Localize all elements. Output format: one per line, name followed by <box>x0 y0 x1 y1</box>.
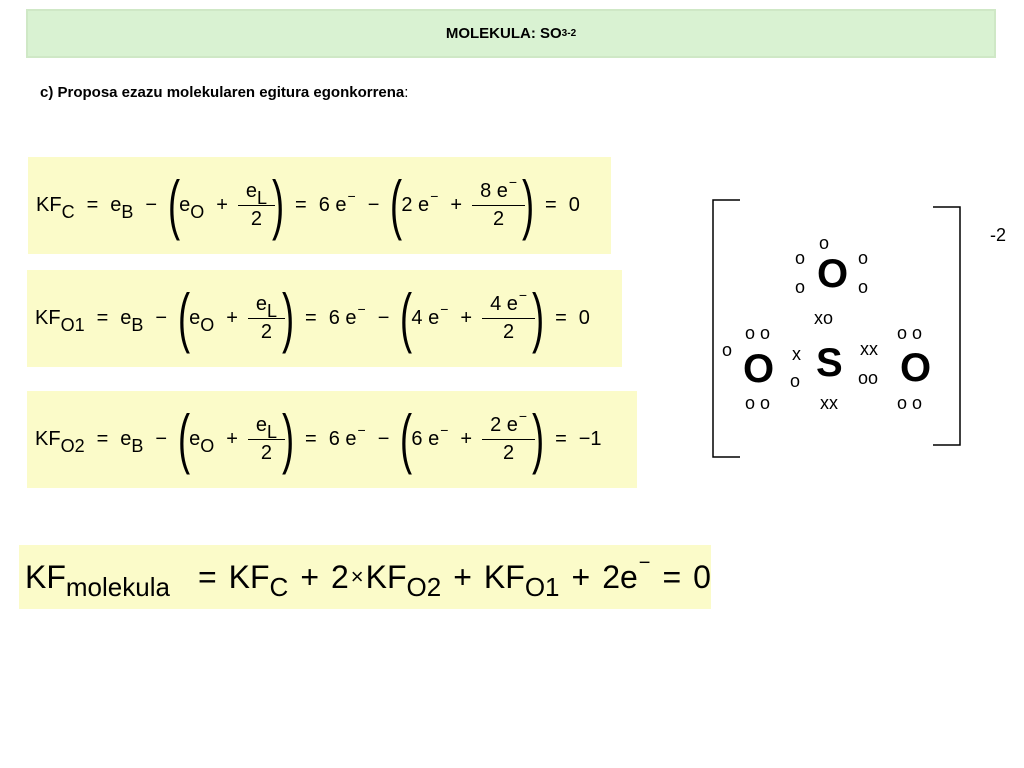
eq2-frac2: $\frac{4 e^-}{2}$ <box>486 293 531 344</box>
dots-s-below: xx <box>820 393 838 413</box>
eq2-eb: e <box>120 307 132 329</box>
eq3-frac1: $\frac{eL}{2}$ <box>252 414 281 465</box>
eq3-lhs-sub: O2 <box>60 436 85 456</box>
dots-s-right-lower: oo <box>858 368 879 388</box>
dots-left-o-left: o <box>722 340 733 360</box>
atom-oxygen-top: O <box>817 252 849 296</box>
eq3-eo-sub: O <box>200 436 215 456</box>
dots-top-o-below: xo <box>814 308 834 328</box>
eq3-result: −1 <box>578 428 602 450</box>
dots-top-o-left-lower: o <box>795 277 806 297</box>
atom-oxygen-left: O <box>743 347 775 391</box>
prompt-label: c) Proposa ezazu molekularen egitura egonkorrena <box>40 84 405 101</box>
title-subscript: 3 <box>561 28 568 39</box>
dots-top-o-left-upper: o <box>795 248 806 268</box>
summary-molekula-sub: molekula <box>65 571 170 602</box>
dots-top-o-right-lower: o <box>858 277 869 297</box>
lewis-structure <box>700 195 1024 465</box>
eq1-frac2: $\frac{8 e^-}{2}$ <box>476 180 521 231</box>
prompt-colon: : <box>404 84 409 101</box>
equation-kf-o2: KF O2 = e B − ( e O + $\frac{eL}{2}$ ) = 6 e − − ( 6 e − + $\frac{2 e^-}{2}$ ) = −1 <box>27 391 637 488</box>
eq2-result: 0 <box>578 307 590 329</box>
dots-top-o-above: o <box>819 233 830 253</box>
title-text: MOLEKULA: SO <box>445 25 562 42</box>
eq1-eb-sub: B <box>121 202 134 222</box>
eq2-frac1: $\frac{eL}{2}$ <box>252 293 281 344</box>
equation-kf-o1: KF O1 = e B − ( e O + $\frac{eL}{2}$ ) = 6 e − − ( 4 e − + $\frac{4 e^-}{2}$ ) = 0 <box>27 270 622 367</box>
eq1-result: 0 <box>568 194 580 216</box>
eq1-eo-sub: O <box>190 202 205 222</box>
eq3-val1: 6 e <box>328 428 357 450</box>
eq2-val2: 4 e <box>411 307 440 329</box>
dots-top-o-right-upper: o <box>858 248 869 268</box>
dots-left-o-below: o o <box>745 393 771 413</box>
eq2-lhs: KF <box>35 307 61 329</box>
ion-charge: -2 <box>990 225 1007 245</box>
question-prompt <box>40 84 408 101</box>
dots-s-left-upper: x <box>792 344 801 364</box>
eq3-eb-sub: B <box>131 436 144 456</box>
eq3-lhs: KF <box>35 428 61 450</box>
dots-right-o-below: o o <box>897 393 923 413</box>
dots-left-o-above: o o <box>745 323 771 343</box>
eq1-eb: e <box>110 194 122 216</box>
eq2-eo-sub: O <box>200 315 215 335</box>
eq2-eb-sub: B <box>131 315 144 335</box>
dots-s-right-upper: xx <box>860 339 878 359</box>
eq3-eb: e <box>120 428 132 450</box>
eq1-frac1: $\frac{eL}{2}$ <box>242 180 271 231</box>
atom-oxygen-right: O <box>900 346 932 390</box>
eq3-val2: 6 e <box>411 428 440 450</box>
equation-kf-molekula: KF molekula = KF C + 2 × KF O2 + KF O1 + 2e − = 0 <box>19 545 711 609</box>
eq3-eo: e <box>189 428 201 450</box>
eq1-lhs: KF <box>36 194 62 216</box>
eq1-lhs-sub: C <box>61 202 75 222</box>
eq1-eo: e <box>179 194 191 216</box>
atom-sulfur-center: S <box>816 341 843 385</box>
equation-kf-c: KF C = e B − ( e O + $\frac{eL}{2}$ ) = 6 e − − ( 2 e − + $\frac{8 e^-}{2}$ ) = 0 <box>28 157 611 254</box>
eq2-val1: 6 e <box>328 307 357 329</box>
dots-s-left-lower: o <box>790 371 801 391</box>
dots-right-o-above: o o <box>897 323 923 343</box>
eq1-val2: 2 e <box>401 194 430 216</box>
title-superscript: -2 <box>567 28 577 39</box>
slide-title <box>26 9 996 58</box>
eq2-eo: e <box>189 307 201 329</box>
eq3-frac2: $\frac{2 e^-}{2}$ <box>486 414 531 465</box>
eq1-val1: 6 e <box>318 194 347 216</box>
eq2-lhs-sub: O1 <box>60 315 85 335</box>
